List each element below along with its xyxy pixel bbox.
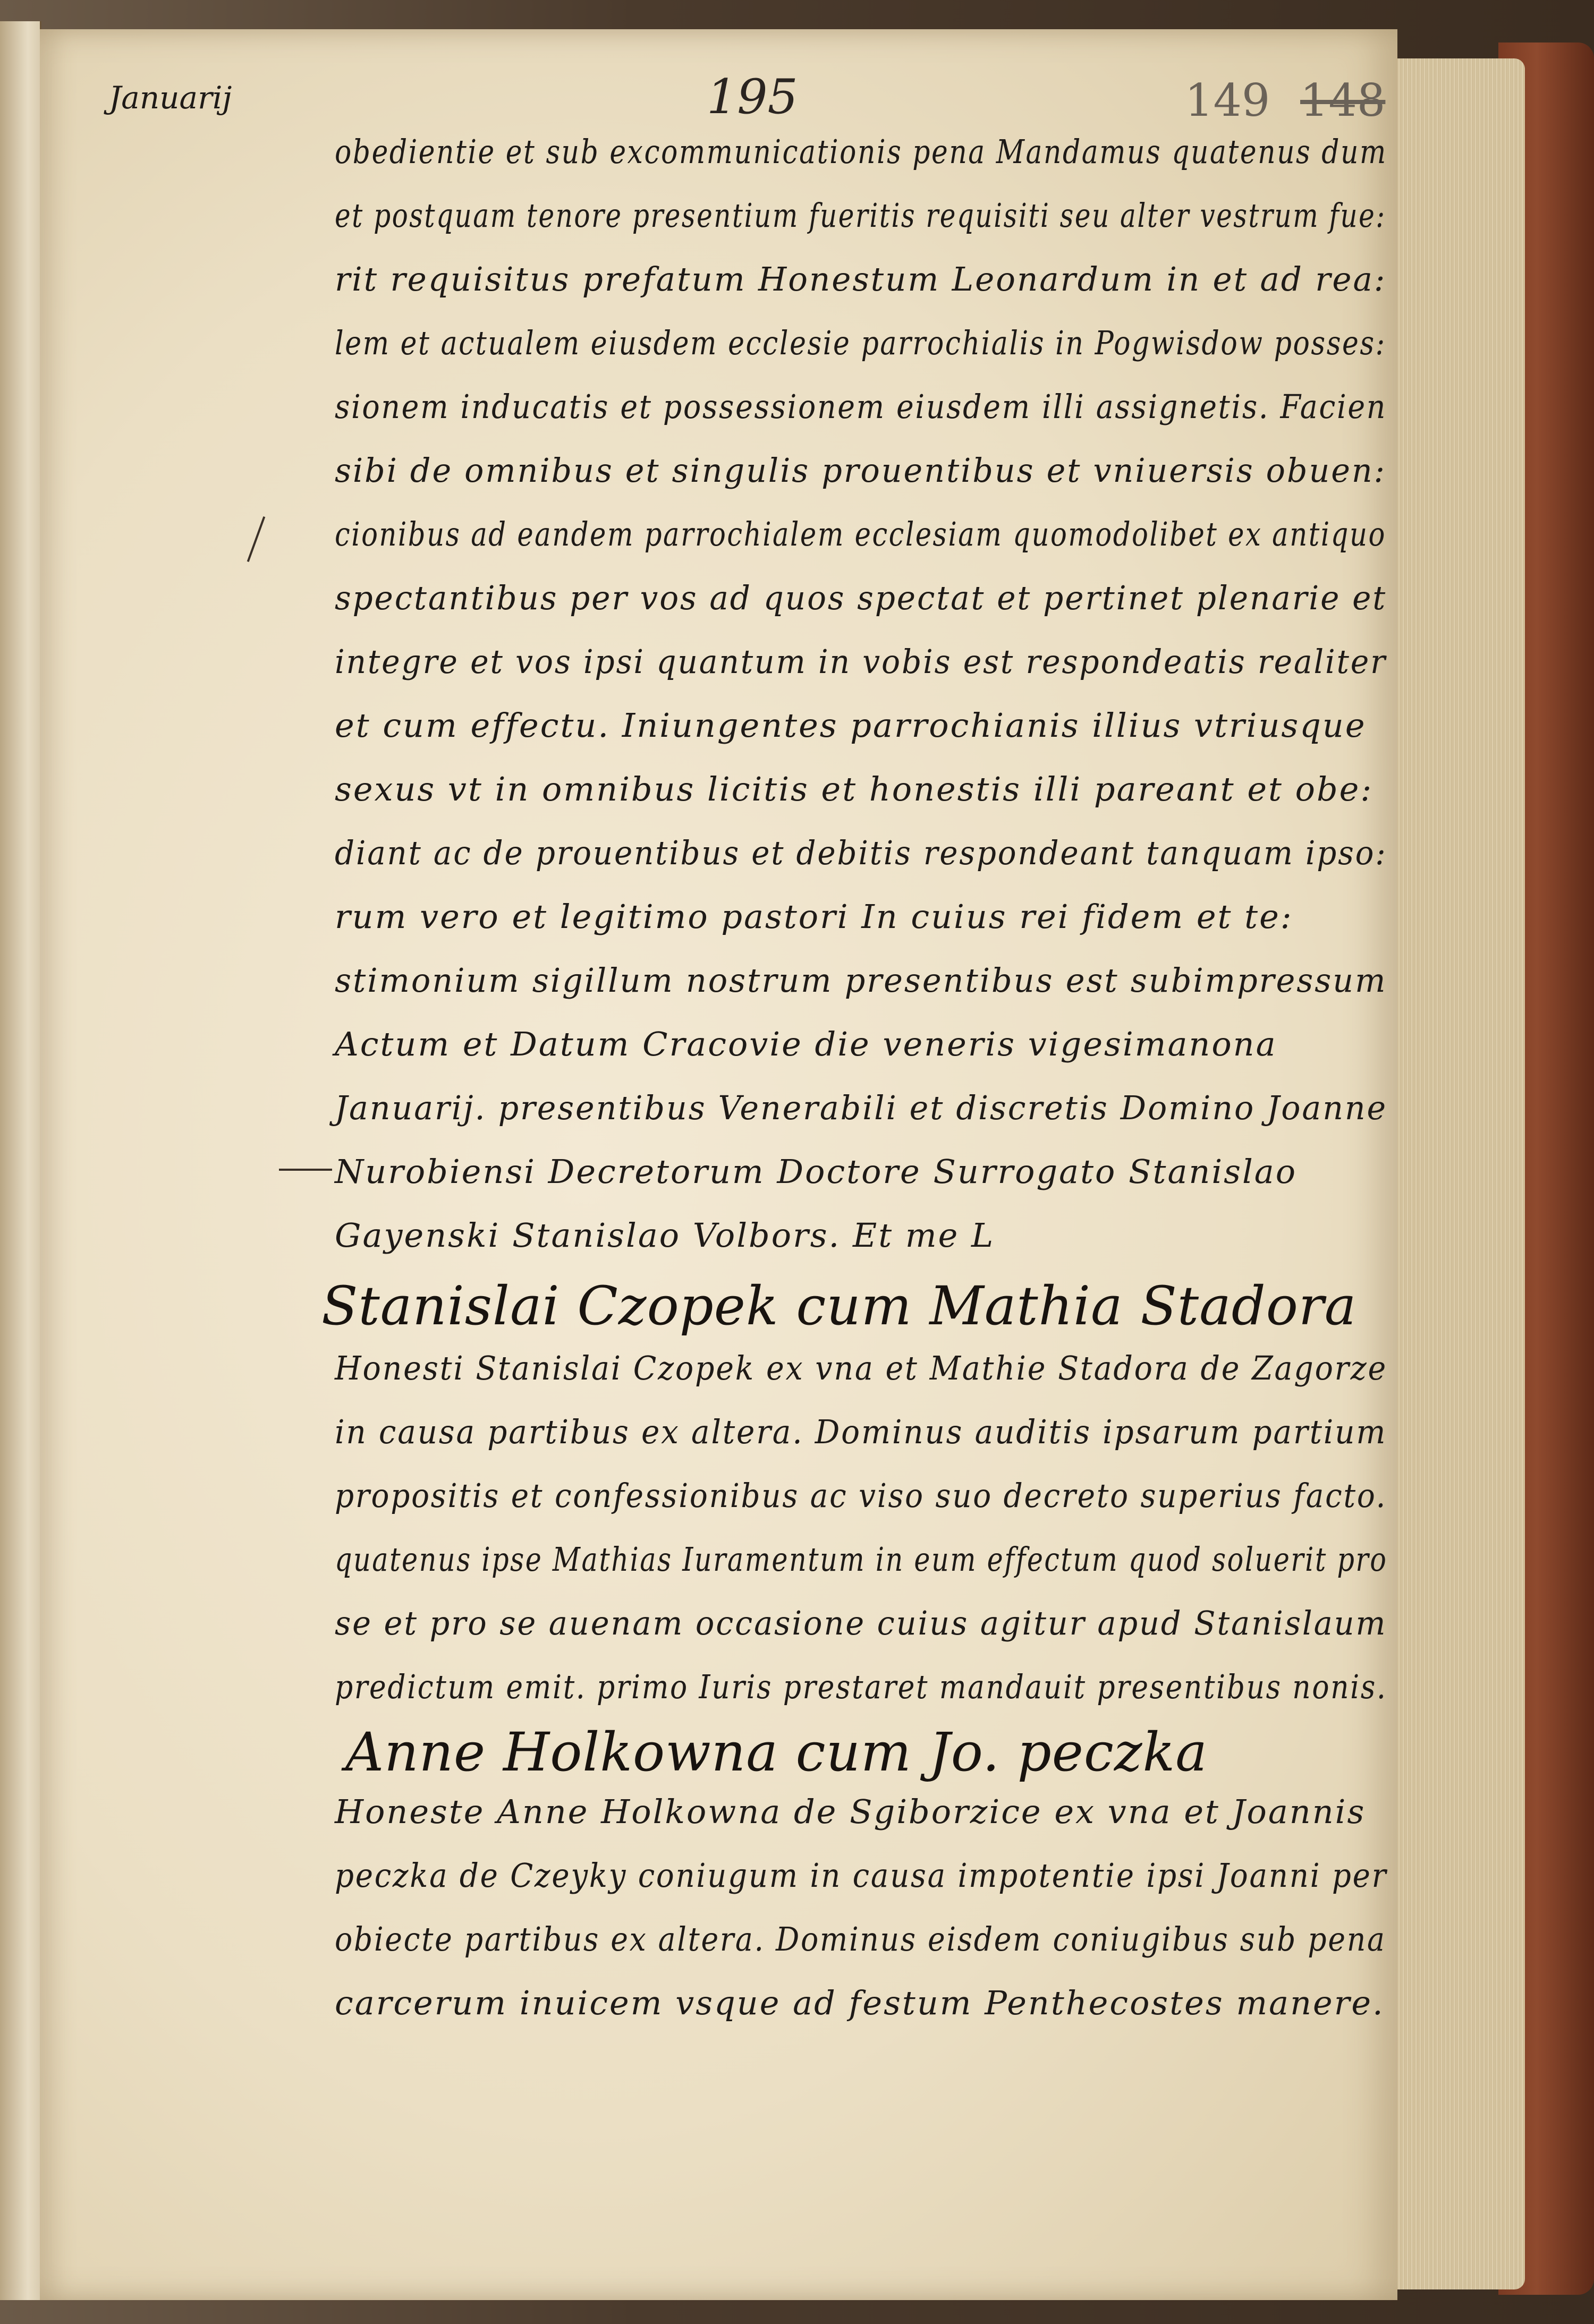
text-line: carcerum inuicem vsque ad festum Penthecostes manere. bbox=[335, 1984, 1385, 2022]
folio-number bbox=[1185, 74, 1385, 126]
text-line: sionem inducatis et possessionem eiusdem illi assignetis. Facien bbox=[335, 387, 1387, 426]
text-line: sexus vt in omnibus licitis et honestis illi pareant et obe: bbox=[335, 770, 1373, 808]
folio-month: Januarij bbox=[109, 80, 232, 116]
text-line: Honesti Stanislai Czopek ex vna et Mathie Stadora de Zagorze bbox=[335, 1349, 1388, 1387]
entry-body bbox=[335, 1792, 1388, 2050]
margin-dash bbox=[279, 1169, 332, 1171]
text-line: diant ac de prouentibus et debitis respondeant tanquam ipso: bbox=[335, 833, 1387, 872]
text-line: quatenus ipse Mathias Iuramentum in eum effectum quod soluerit pro bbox=[335, 1540, 1388, 1579]
text-line: et cum effectu. Iniungentes parrochianis illius vtriusque bbox=[335, 706, 1367, 745]
text-line: Gayenski Stanislao Volbors. Et me L bbox=[335, 1216, 995, 1255]
text-line: rum vero et legitimo pastori In cuius rei fidem et te: bbox=[335, 897, 1293, 936]
text-line: obedientie et sub excommunicationis pena Mandamus quatenus dum bbox=[335, 132, 1387, 171]
text-line: Januarij. presentibus Venerabili et discretis Domino Joanne bbox=[335, 1088, 1388, 1127]
entry-heading: Stanislai Czopek cum Mathia Stadora bbox=[321, 1275, 1357, 1337]
left-page-edge bbox=[0, 21, 41, 2300]
text-line: se et pro se auenam occasione cuius agitur apud Stanislaum bbox=[335, 1604, 1387, 1642]
text-line: spectantibus per vos ad quos spectat et pertinet plenarie et bbox=[335, 578, 1387, 617]
text-line: peczka de Czeyky coniugum in causa impotentie ipsi Joanni per bbox=[335, 1856, 1388, 1895]
text-line: obiecte partibus ex altera. Dominus eisdem coniugibus sub pena bbox=[335, 1920, 1386, 1959]
text-line: Honeste Anne Holkowna de Sgiborzice ex vna et Joannis bbox=[335, 1792, 1366, 1831]
text-line: Actum et Datum Cracovie die veneris vigesimanona bbox=[335, 1025, 1277, 1063]
text-line: cionibus ad eandem parrochialem ecclesiam quomodolibet ex antiquo bbox=[335, 515, 1386, 554]
text-line: integre et vos ipsi quantum in vobis est respondeatis realiter bbox=[335, 642, 1387, 681]
text-line: propositis et confessionibus ac viso suo decreto superius facto. bbox=[335, 1476, 1387, 1515]
text-line: Nurobiensi Decretorum Doctore Surrogato Stanislao bbox=[335, 1152, 1298, 1191]
text-line: stimonium sigillum nostrum presentibus est subimpressum bbox=[335, 961, 1387, 1000]
page-number: 195 bbox=[707, 69, 798, 125]
paragraph-main bbox=[335, 132, 1388, 1283]
entry-heading: Anne Holkowna cum Jo. peczka bbox=[345, 1721, 1208, 1783]
text-line: lem et actualem eiusdem ecclesie parrochialis in Pogwisdow posses: bbox=[335, 324, 1386, 362]
folio-number-current: 149 bbox=[1185, 74, 1270, 126]
text-line: rit requisitus prefatum Honestum Leonardum in et ad rea: bbox=[335, 260, 1387, 299]
text-line: et postquam tenore presentium fueritis requisiti seu alter vestrum fue: bbox=[335, 196, 1386, 235]
folio-number-struck: 148 bbox=[1300, 74, 1386, 126]
text-line: sibi de omnibus et singulis prouentibus et vniuersis obuen: bbox=[335, 451, 1386, 490]
text-line: in causa partibus ex altera. Dominus auditis ipsarum partium bbox=[335, 1412, 1387, 1451]
text-line: predictum emit. primo Iuris prestaret mandauit presentibus nonis. bbox=[335, 1667, 1387, 1706]
entry-body bbox=[335, 1349, 1388, 1734]
